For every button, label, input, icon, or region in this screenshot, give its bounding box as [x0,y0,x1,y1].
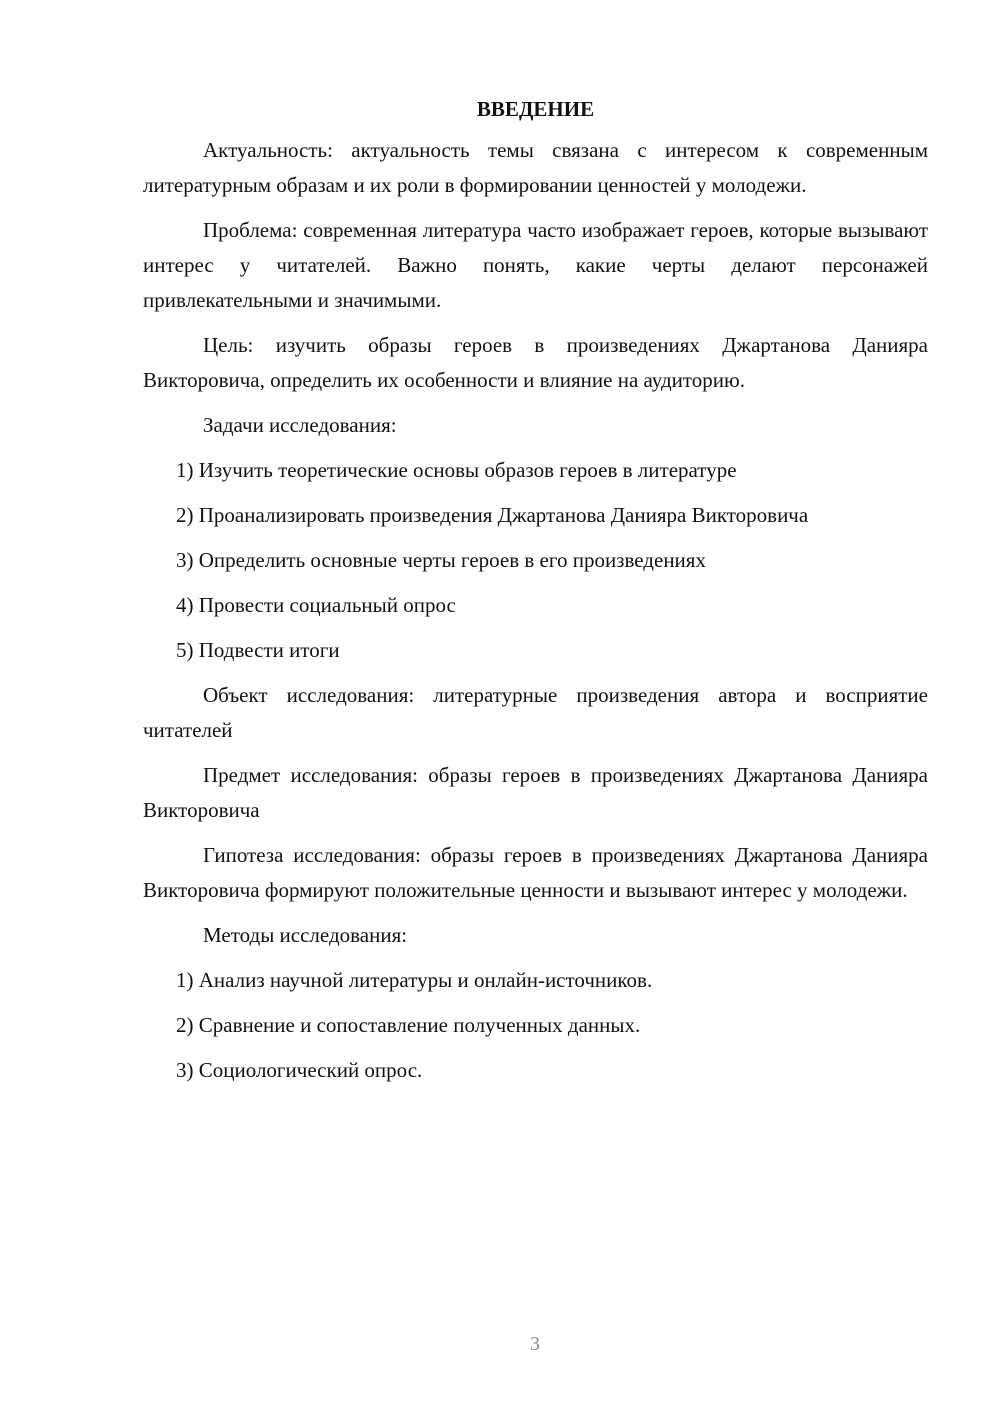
task-item: 2) Проанализировать произведения Джартанова Данияра Викторовича [176,503,809,527]
page-number: 3 [530,1333,540,1355]
object-paragraph: Объект исследования: литературные произведения автора и восприятие читателей [143,683,928,742]
tasks-title: Задачи исследования: [203,413,397,437]
page-content [143,92,928,1098]
task-item: 1) Изучить теоретические основы образов героев в литературе [176,458,737,482]
hypothesis-paragraph: Гипотеза исследования: образы героев в произведениях Джартанова Данияра Викторовича формируют положительные ценности и вызывают интерес у молодежи. [143,843,928,902]
section-heading: ВВЕДЕНИЕ [476,97,595,121]
methods-title: Методы исследования: [203,923,408,947]
goal-paragraph: Цель: изучить образы героев в произведениях Джартанова Данияра Викторовича, определить их особенности и влияние на аудиторию. [143,333,928,392]
method-item: 2) Сравнение и сопоставление полученных данных. [176,1013,641,1037]
method-item: 3) Социологический опрос. [176,1058,423,1082]
subject-paragraph: Предмет исследования: образы героев в произведениях Джартанова Данияра Викторовича [143,763,928,822]
task-item: 5) Подвести итоги [176,638,340,662]
task-item: 3) Определить основные черты героев в его произведениях [176,548,706,572]
task-item: 4) Провести социальный опрос [176,593,456,617]
relevance-paragraph: Актуальность: актуальность темы связана с интересом к современным литературным образам и их роли в формировании ценностей у молодежи. [143,138,928,197]
problem-paragraph: Проблема: современная литература часто изображает героев, которые вызывают интерес у читателей. Важно понять, какие черты делают персонажей привлекательными и значимыми. [143,218,928,312]
method-item: 1) Анализ научной литературы и онлайн-источников. [176,968,653,992]
